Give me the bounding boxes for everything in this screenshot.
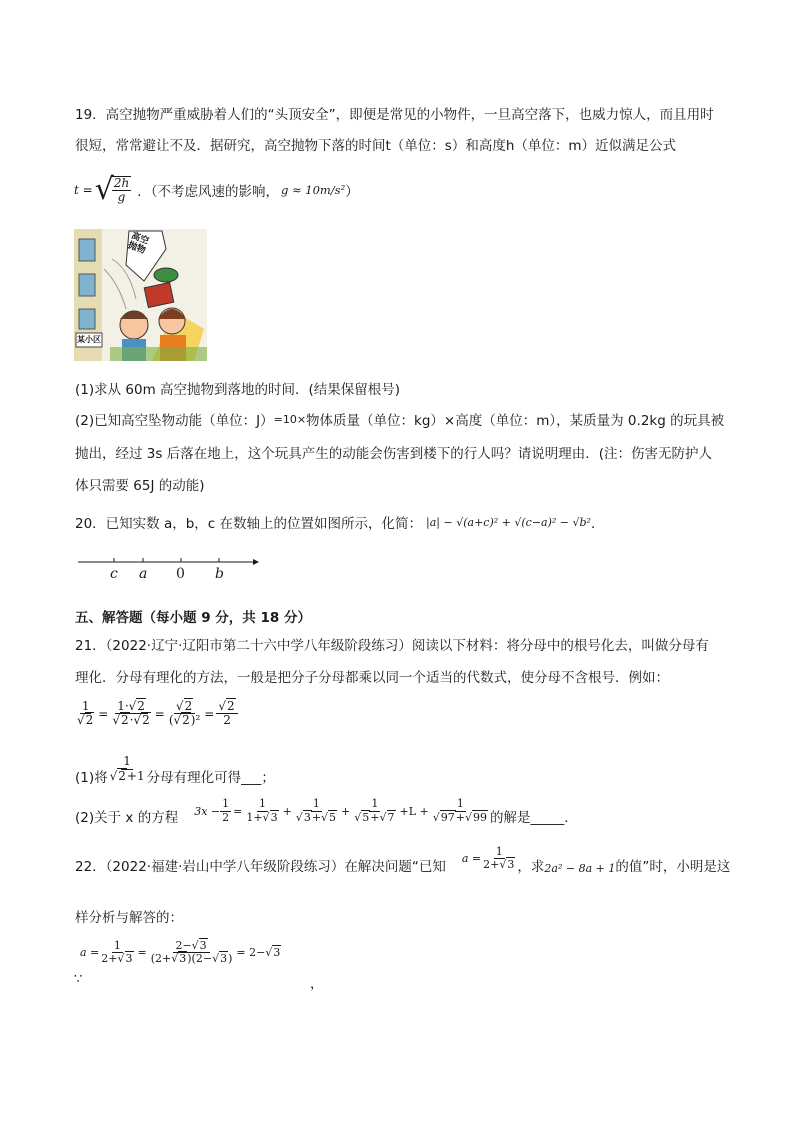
formula-t-label: t = [74,183,93,197]
q19-part1: (1)求从 60m 高空抛物到落地的时间．(结果保留根号) [75,382,401,398]
q19-part2-a: (2)已知高空坠物动能（单位：J） [75,413,274,429]
q21-line1: 21．（2022·辽宁·辽阳市第二十六中学八年级阶段练习）阅读以下材料：将分母中的根号化去，叫做分母有 [75,638,709,654]
q21-part1 [75,752,275,786]
q19-part2-line1 [75,409,724,429]
q19-part2-eq: =10× [273,413,307,426]
q19-part2-line2: 抛出，经过 3s 后落在地上，这个玩具产生的动能会伤害到楼下的行人吗？请说明理由．(注：伤害无防护人 [75,446,712,462]
formula-numerator: 2h [113,175,130,190]
cartoon-illustration [74,229,207,361]
formula-note: ．（不考虑风速的影响， [137,184,279,200]
q21-part1-b: 分母有理化可得___； [146,770,275,786]
q22-text-c: 的值”时，小明是这 [615,859,731,876]
q20-statement [75,512,604,532]
formula-denominator: g [117,190,126,204]
formula-fraction [112,176,131,204]
number-line [75,550,260,586]
cartoon-building-sign: 某小区 [77,335,101,344]
section5-title: 五、解答题（每小题 9 分，共 18 分） [75,610,311,626]
q22-text-a: 22．（2022·福建·岩山中学八年级阶段练习）在解决问题“已知 [75,859,446,876]
q22-text-b: ，求 [517,859,545,876]
sqrt-sign: √ [94,172,114,207]
q21-line2: 理化．分母有理化的方法，一般是把分子分母都乘以同一个适当的代数式，使分母不含根号．例如： [75,670,669,686]
g-value: g ≈ 10m/s² [280,183,346,197]
axis-label-b: b [215,566,224,582]
axis-label-c: c [110,566,118,582]
q20-end: ． [590,516,605,532]
axis-label-zero: 0 [176,566,185,582]
q19-line2: 很短，常常避让不及．据研究，高空抛物下落的时间t（单位：s）和高度h（单位：m）近似满足公式 [75,138,677,154]
number-line-axis [75,550,260,586]
q21-part1-fraction: $\frac{1}{√2+1}$ [109,754,145,783]
q21-part2-b: 的解是_____． [490,810,578,826]
q21-part2 [75,796,578,826]
q22-target: 2a² − 8a + 1 [544,862,616,876]
q21-part2-a: (2)关于 x 的方程 [75,810,179,826]
q21-part1-a: (1)将 [75,770,108,786]
q22-solution: a = $\frac{1}{2+√3}$ = $\frac{2-√3}{(2+√3)(2-√3)}$ = 2−√3 [80,939,281,966]
q21-equation: 3x − $\frac{1}{2}$ = $\frac{1}{1+√3}$ + $\frac{1}{√3+√5}$ + $\frac{1}{√5+√7}$ +L + $\frac{1}{√97+√99}$ [194,797,488,824]
q20-expression: |a| − √(a+c)² + √(c−a)² − √b² [426,515,591,529]
q19-formula [74,168,359,212]
q22-given: a = $\frac{1}{2+√3}$ [461,845,515,872]
q21-example: $\frac{1}{√2}$ = $\frac{1\cdot√2}{√2\cdot√2}$ = $\frac{√2}{\text{(√2)²}}$ = $\frac{√2}{2}$ [75,700,238,727]
axis-label-a: a [139,566,148,582]
q22-line2: 样分析与解答的： [75,910,183,926]
q22-comma: ， [310,976,324,992]
formula-note-end: ） [345,184,359,200]
q22-because: ∵ [74,972,83,987]
q20-text: 20．已知实数 a，b，c 在数轴上的位置如图所示，化简： [75,516,423,532]
cartoon-banner-text: 高空抛物 [126,231,151,257]
q22-line1 [75,846,730,875]
q19-part2-line3: 体只需要 65J 的动能) [75,478,205,494]
q19-line1: 19．高空抛物严重威胁着人们的“头顶安全”，即便是常见的小物件，一旦高空落下，也威力惊人，而且用时 [75,107,714,123]
q19-part2-b: 物体质量（单位：kg）×高度（单位：m），某质量为 0.2kg 的玩具被 [306,413,725,429]
